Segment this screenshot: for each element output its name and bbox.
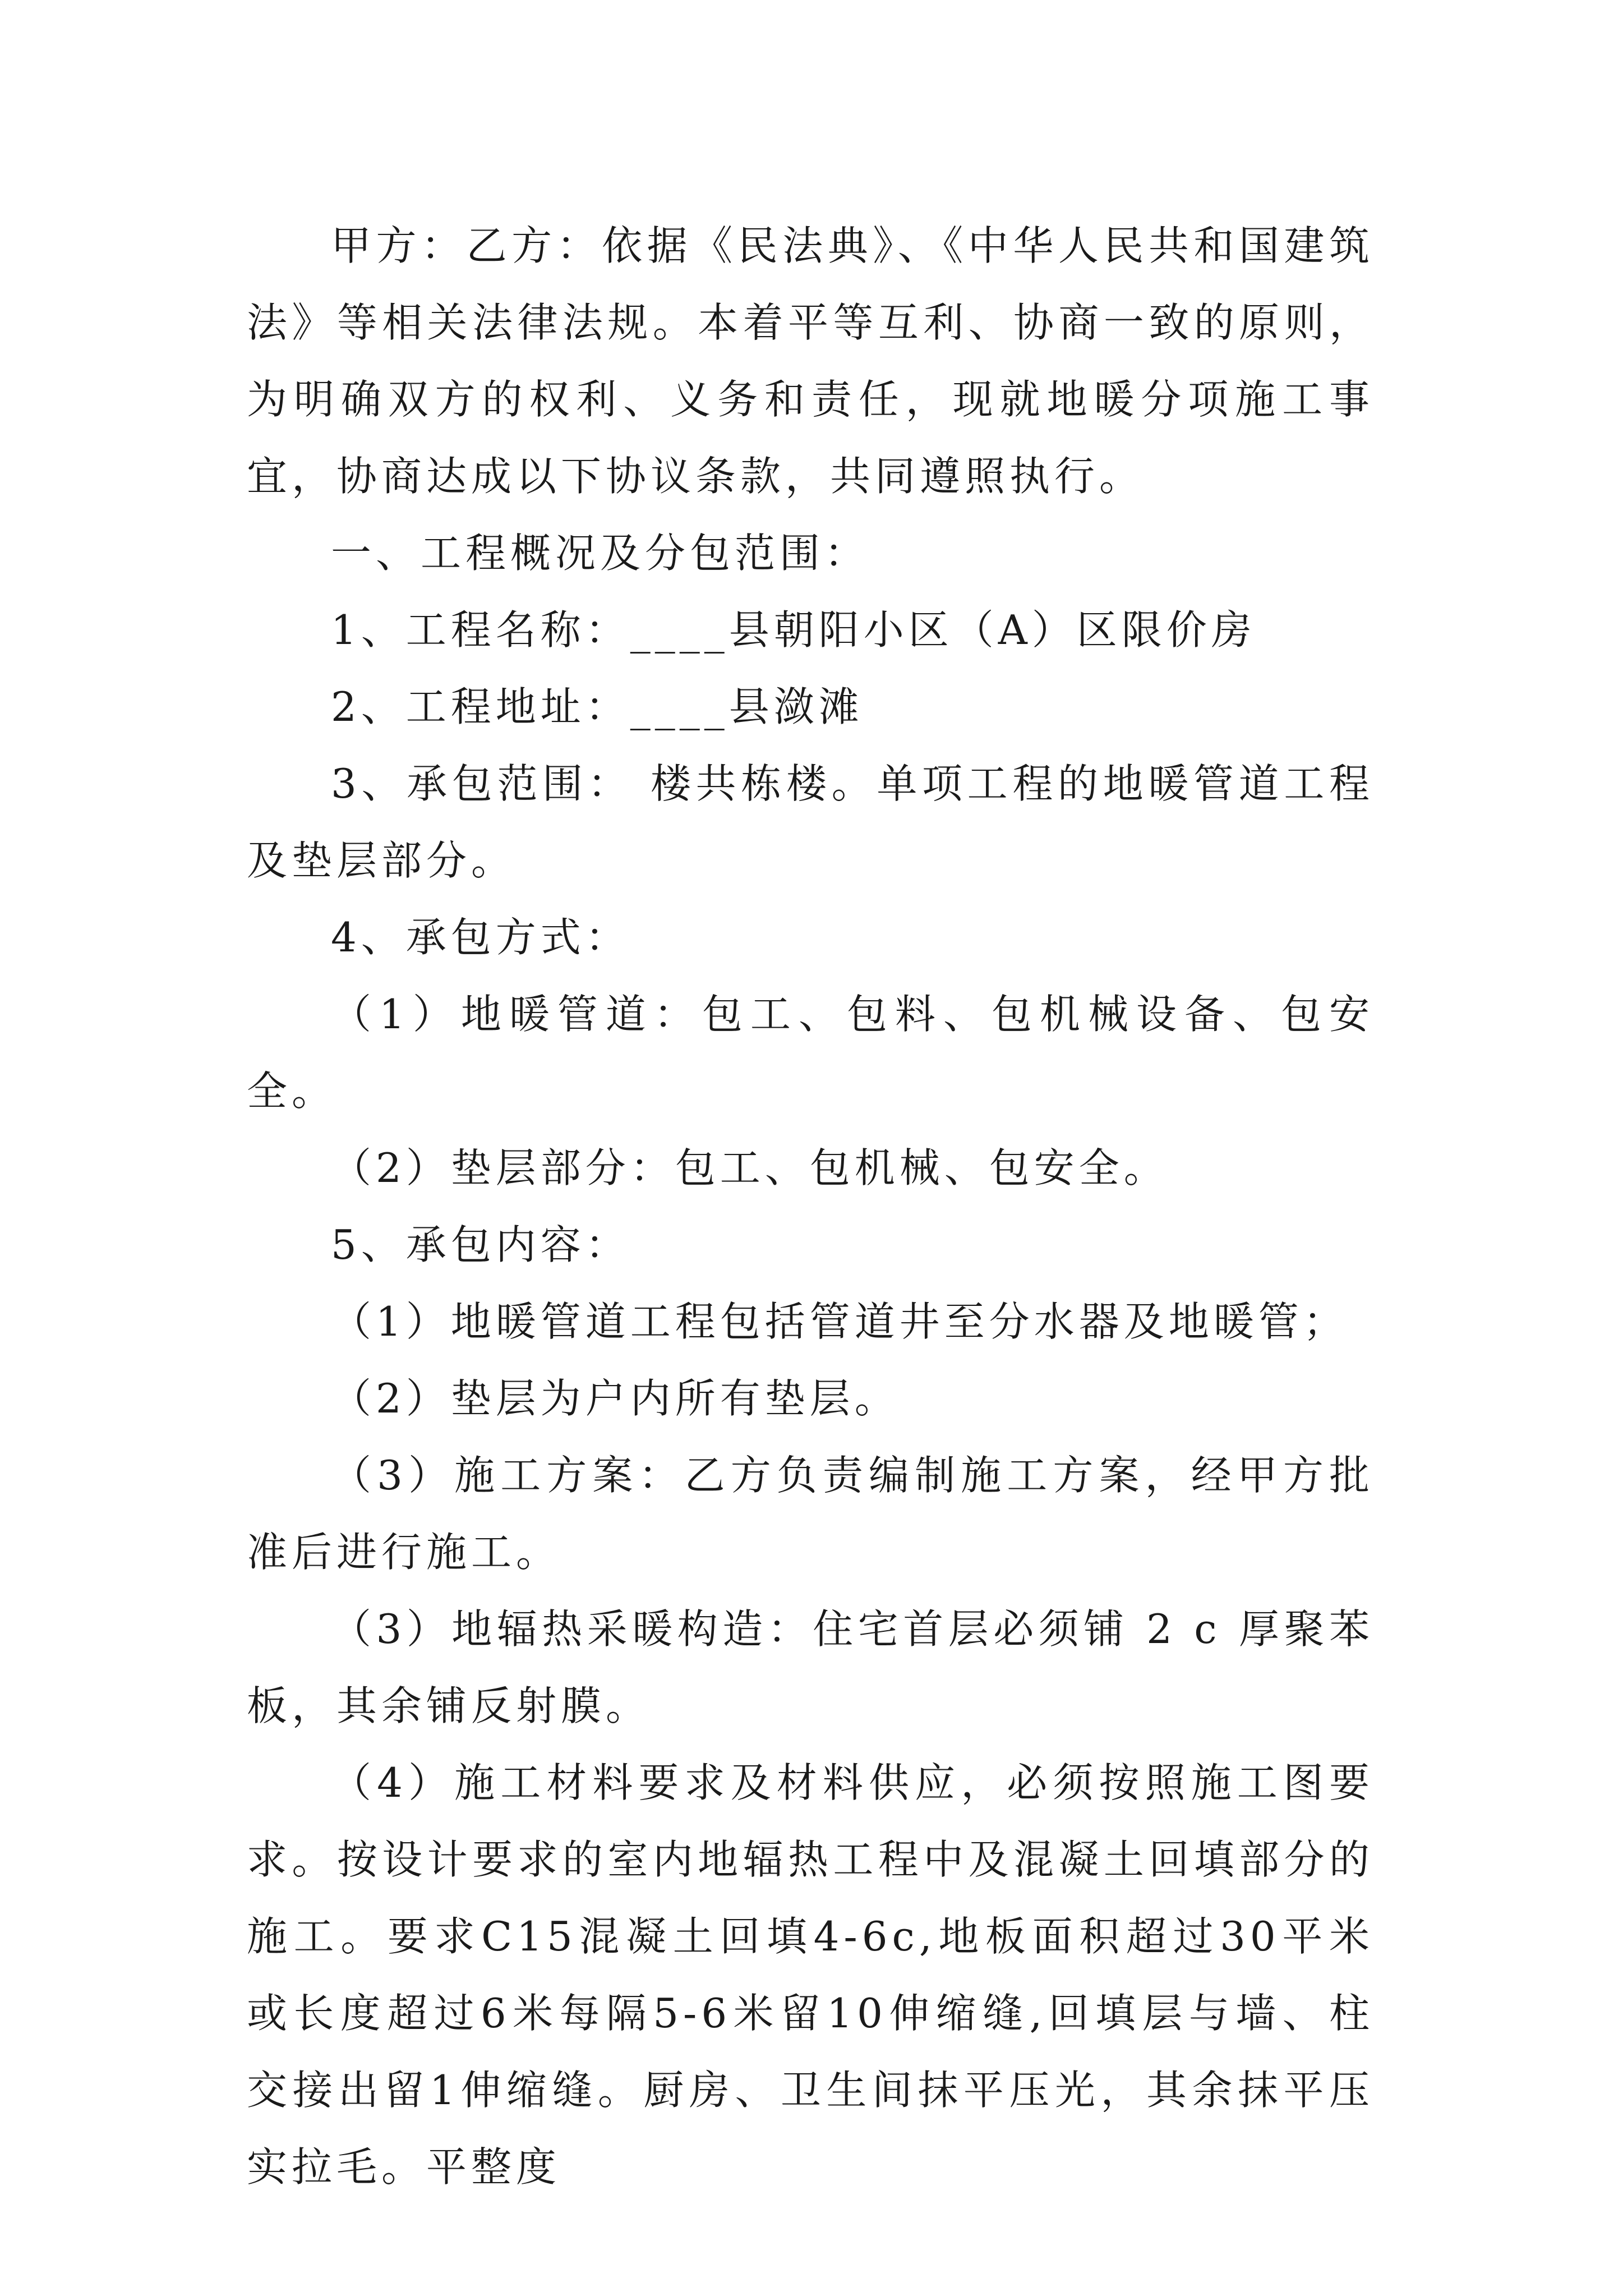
- section-heading-project-overview: 一、工程概况及分包范围：: [331, 530, 870, 577]
- document-body: [247, 208, 1374, 2206]
- contract-content-heading: 5、承包内容：: [331, 1221, 630, 1268]
- contract-content-item-2: （2）垫层为户内所有垫层。: [331, 1375, 900, 1422]
- floor-heating-structure-paragraph: （3）地辐热采暖构造：住宅首层必须铺 2 c 厚聚苯板，其余铺反射膜。: [247, 1605, 1374, 1729]
- material-requirements-paragraph: （4）施工材料要求及材料供应，必须按照施工图要求。按设计要求的室内地辐热工程中及混凝土回填部分的施工。要求C15混凝土回填4-6c,地板面积超过30平米或长度超过6米每隔5-6米留10伸缩缝,回填层与墙、柱交接出留1伸缩缝。厨房、卫生间抹平压光，其余抹平压实拉毛。平整度: [247, 1759, 1374, 2191]
- contract-method-heading: 4、承包方式：: [331, 914, 630, 961]
- project-name-line: 1、工程名称：____县朝阳小区（A）区限价房: [331, 606, 1256, 654]
- construction-plan-paragraph: （3）施工方案：乙方负责编制施工方案，经甲方批准后进行施工。: [247, 1452, 1374, 1576]
- project-address-line: 2、工程地址：____县潋滩: [331, 683, 864, 730]
- contract-method-item-2: （2）垫层部分：包工、包机械、包安全。: [331, 1144, 1169, 1191]
- intro-paragraph: 甲方：乙方：依据《民法典》、《中华人民共和国建筑法》等相关法律法规。本着平等互利、协商一致的原则，为明确双方的权利、义务和责任，现就地暖分项施工事宜，协商达成以下协议条款，共同遵照执行。: [247, 222, 1374, 500]
- contract-scope-paragraph: 3、承包范围： 楼共栋楼。单项工程的地暖管道工程及垫层部分。: [247, 760, 1374, 884]
- contract-method-item-1: （1）地暖管道：包工、包料、包机械设备、包安全。: [247, 991, 1374, 1115]
- contract-content-item-1: （1）地暖管道工程包括管道井至分水器及地暖管；: [331, 1298, 1348, 1345]
